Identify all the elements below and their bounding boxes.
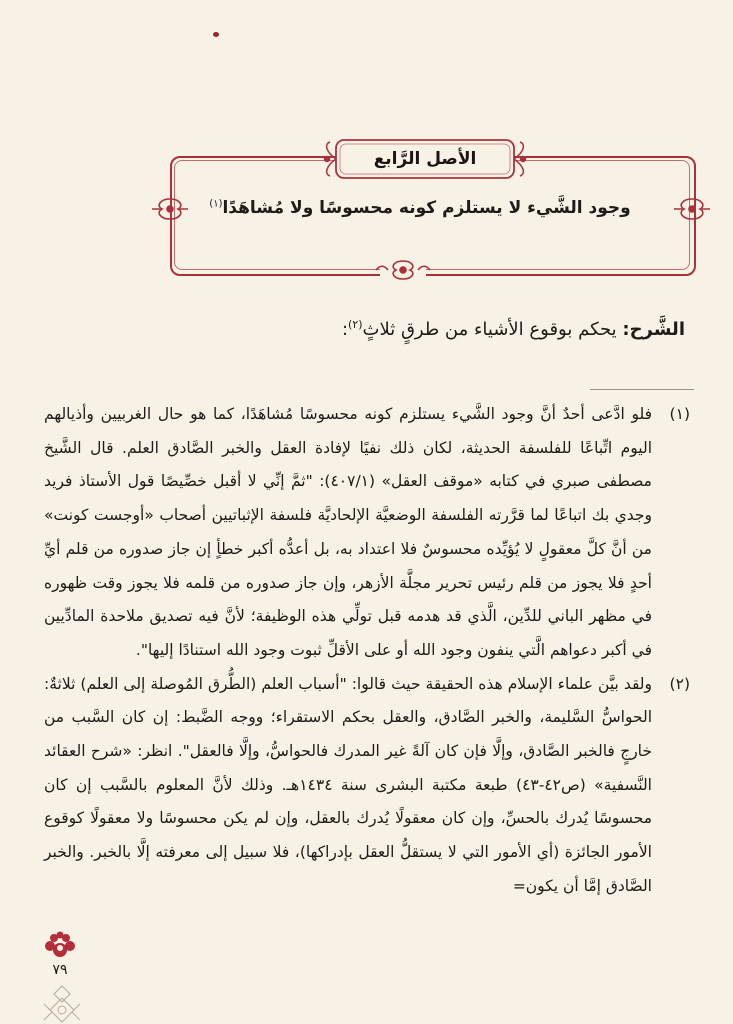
explanation-text: يحكم بوقوع الأشياء من طرقٍ ثلاثٍ xyxy=(362,319,617,340)
explanation-footnote-ref[interactable]: (٢) xyxy=(348,318,363,331)
page-flower-icon xyxy=(42,930,78,960)
footnote xyxy=(44,668,690,904)
bottom-ornament-icon xyxy=(372,257,434,283)
footnotes xyxy=(44,398,690,904)
page-number: ٧٩ xyxy=(52,962,68,978)
corner-pattern-icon xyxy=(40,984,84,1024)
footnote-text: ولقد بيَّن علماء الإسلام هذه الحقيقة حيث قالوا: "أسباب العلم (الطُّرق المُوصلة إلى العلم) ثلاثةٌ: الحواسُّ السَّليمة، والخبر الصَّادق، والعقل بحكم الاستقراء؛ ووجه الضَّبط: إن كان السَّبب من خارجٍ فالخبر الصَّادق، وإلَّا فإن كان آلةً غير المدرك فالحواسُّ، وإلَّا فالعقل". انظر: «شرح العقائد النَّسفية» (ص٤٢-٤٣) طبعة مكتبة البشرى سنة ١٤٣٤هـ. وذلك لأنَّ المعلوم بالسَّبب إن كان محسوسًا يُدرك بالحسِّ، وإن كان معقولًا يُدرك بالعقل، وإن لم يكن محسوسًا ولا معقولًا كوقوع الأمور الجائزة (أي الأمور التي لا يستقلُّ العقل بإدراكها)، فلا سبيل إلى معرفته إلَّا بالخبر. والخبر الصَّادق إمَّا أن يكون= xyxy=(44,674,652,895)
footnote-number: (٢) xyxy=(669,674,690,693)
principle-footnote-ref[interactable]: (١) xyxy=(209,198,223,210)
ink-dot xyxy=(213,32,219,37)
explanation-label: الشَّرح: xyxy=(622,319,685,340)
footnote-number: (١) xyxy=(669,405,690,423)
right-ornament-icon xyxy=(672,196,712,222)
footnote xyxy=(44,398,690,668)
explanation-line: الشَّرح: يحكم بوقوع الأشياء من طرقٍ ثلاثٍ$^{(٢)}$: xyxy=(341,318,685,340)
principle-statement xyxy=(190,198,650,218)
footnote-text: فلو ادَّعى أحدٌ أنَّ وجود الشَّيء يستلزم كونه محسوسًا مُشاهَدًا، كما هو حال الغربيين وأذيالهم اليوم اتِّباعًا للفلسفة الحديثة، لكان ذلك نفيًا لإفادة العقل والخبر الصَّادق العلم. قال الشَّيخ مصطفى صبري في كتابه «موقف العقل» (٤٠٧/١): "ثمَّ إنِّي لا أقبل خصِّيصًا قول الأستاذ فريد وجدي بك اتباعًا لما قرَّرته الفلسفة الوضعيَّة الإلحاديَّة فلسفة الإثباتيين أصحاب «أوجست كونت» من أنَّ كلَّ معقولٍ لا يُؤيِّده محسوسٌ فلا اعتداد به، بل أعدُّه أكبر خطأٍ إن جاز صدوره من قلم أيِّ أحدٍ فلا يجوز من قلم رئيس تحرير مجلَّة الأزهر، وإن جاز صدوره من قلمه فلا يجوز وقت ظهوره في مظهر الباني للدِّين، الَّذي قد هدمه قبل تولِّي هذه الوظيفة؛ لأنَّ فيه تصديق ملاحدة المادِّيين في أكبر دعواهم الَّتي ينفون وجود الله أو على الأقلِّ ثبوت وجود الله استنادًا إليها". xyxy=(44,405,652,659)
footnote-separator xyxy=(590,389,694,390)
principle-text: وجود الشَّيء لا يستلزم كونه محسوسًا ولا مُشاهَدًا xyxy=(222,198,631,218)
heading-cartouche xyxy=(318,130,532,188)
left-ornament-icon xyxy=(150,196,190,222)
section-heading: الأصل الرَّابع xyxy=(373,149,477,169)
